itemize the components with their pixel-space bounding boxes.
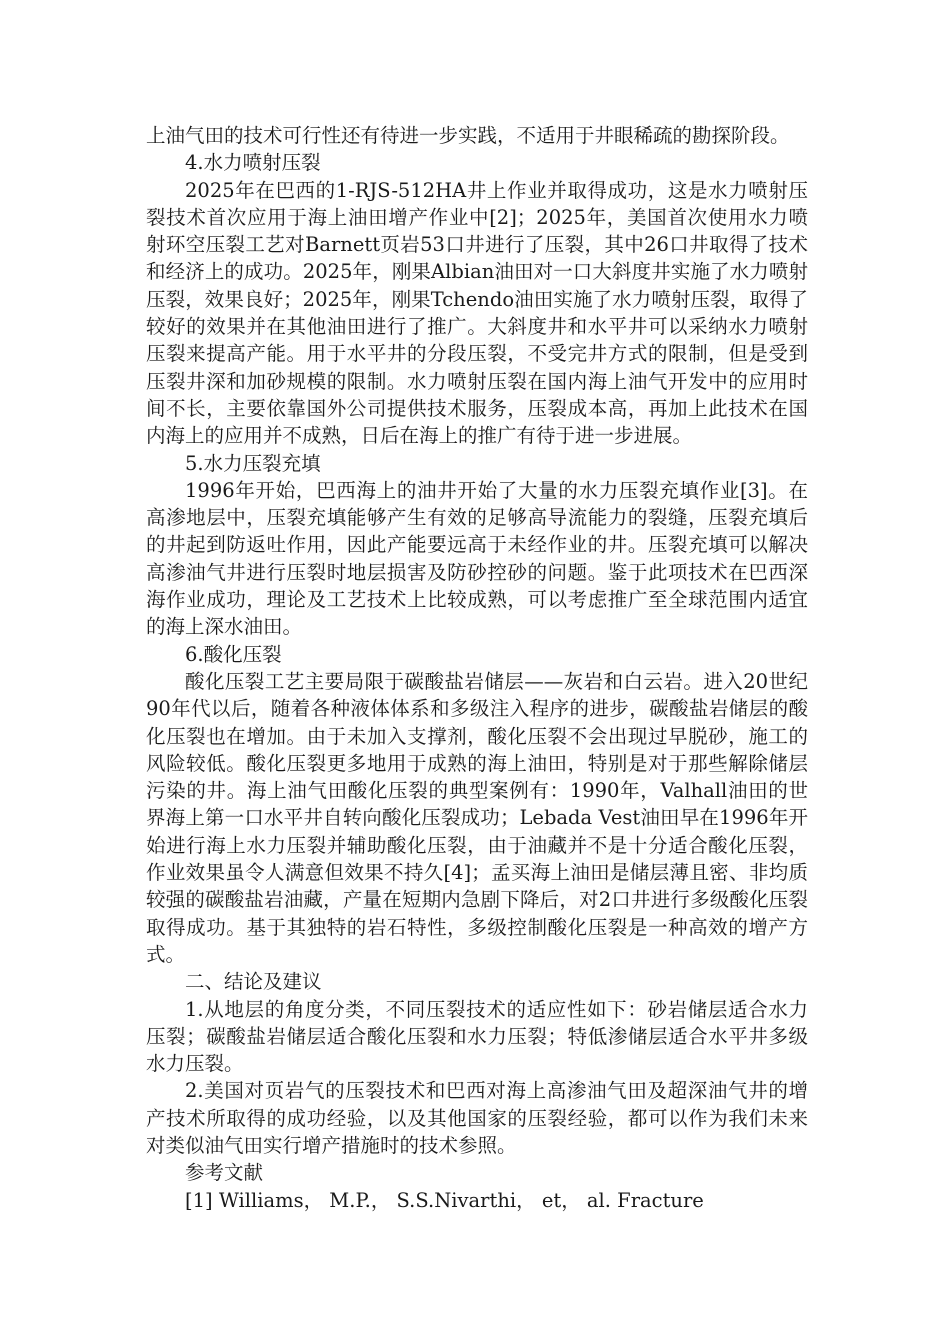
section-heading-hydrajet-fracturing: 4.水力喷射压裂	[185, 151, 321, 175]
paragraph-continuation: 上油气田的技术可行性还有待进一步实践，不适用于井眼稀疏的勘探阶段。	[146, 124, 790, 147]
paragraph-conclusion-1: 1.从地层的角度分类，不同压裂技术的适应性如下：砂岩储层适合水力压裂；碳酸盐岩储层适合酸化压裂和水力压裂；特低渗储层适合水平井多级水力压裂。	[146, 997, 808, 1076]
section-heading-references: 参考文献	[185, 1161, 264, 1185]
section-heading-acid-fracturing: 6.酸化压裂	[185, 642, 282, 666]
reference-item: [1] Williams， M.P.， S.S.Nivarthi， et， al. Fracture	[185, 1188, 704, 1212]
paragraph-conclusion-2: 2.美国对页岩气的压裂技术和巴西对海上高渗油气田及超深油气井的增产技术所取得的成功经验，以及其他国家的压裂经验，都可以作为我们未来对类似油气田实行增产措施时的技术参照。	[146, 1079, 808, 1157]
document-page	[146, 122, 808, 1214]
section-heading-frac-pack: 5.水力压裂充填	[185, 451, 321, 475]
section-heading-conclusions: 二、结论及建议	[185, 970, 322, 994]
paragraph-hydrajet-fracturing: 2025年在巴西的1-RJS-512HA井上作业并取得成功，这是水力喷射压裂技术首次应用于海上油田增产作业中[2]；2025年，美国首次使用水力喷射环空压裂工艺对Barnett页岩53口井进行了压裂，其中26口井取得了技术和经济上的成功。2025年，刚果Albian油田对一口大斜度井实施了水力喷射压裂，效果良好；2025年，刚果Tchendo油田实施了水力喷射压裂，取得了较好的效果并在其他油田进行了推广。大斜度井和水平井可以采纳水力喷射压裂来提高产能。用于水平井的分段压裂，不受完井方式的限制，但是受到压裂井深和加砂规模的限制。水力喷射压裂在国内海上油气开发中的应用时间不长，主要依靠国外公司提供技术服务，压裂成本高，再加上此技术在国内海上的应用并不成熟，日后在海上的推广有待于进一步进展。	[146, 178, 808, 448]
paragraph-frac-pack: 1996年开始，巴西海上的油井开始了大量的水力压裂充填作业[3]。在高渗地层中，压裂充填能够产生有效的足够高导流能力的裂缝，压裂充填后的井起到防返吐作用，因此产能要远高于未经作业的井。压裂充填可以解决高渗油气井进行压裂时地层损害及防砂控砂的问题。鉴于此项技术在巴西深海作业成功，理论及工艺技术上比较成熟，可以考虑推广至全球范围内适宜的海上深水油田。	[146, 478, 808, 639]
paragraph-acid-fracturing: 酸化压裂工艺主要局限于碳酸盐岩储层——灰岩和白云岩。进入20世纪90年代以后，随着各种液体体系和多级注入程序的进步，碳酸盐岩储层的酸化压裂也在增加。由于未加入支撑剂，酸化压裂不会出现过早脱砂，施工的风险较低。酸化压裂更多地用于成熟的海上油田，特别是对于那些解除储层污染的井。海上油气田酸化压裂的典型案例有：1990年，Valhall油田的世界海上第一口水平井自转向酸化压裂成功；Lebada Vest油田早在1996年开始进行海上水力压裂并辅助酸化压裂，由于油藏并不是十分适合酸化压裂，作业效果虽令人满意但效果不持久[4]；孟买海上油田是储层薄且密、非均质较强的碳酸盐岩油藏，产量在短期内急剧下降后，对2口井进行多级酸化压裂取得成功。基于其独特的岩石特性，多级控制酸化压裂是一种高效的增产方式。	[146, 669, 808, 966]
